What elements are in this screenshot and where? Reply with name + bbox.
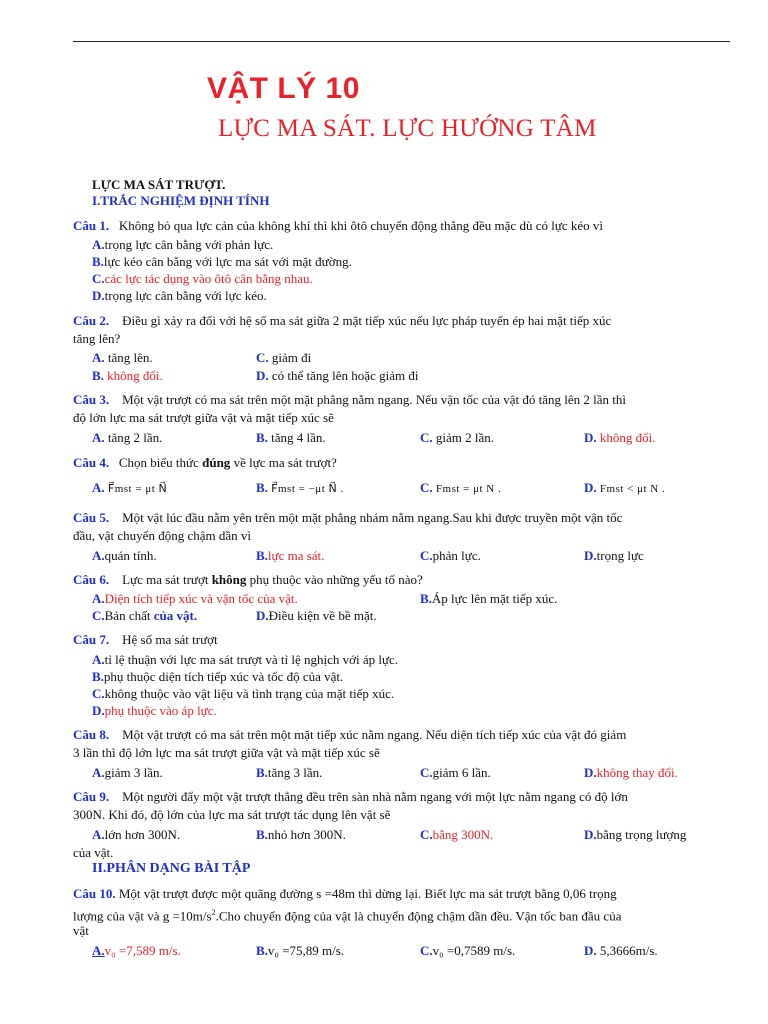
q8-option-b: B.tăng 3 lần. — [256, 765, 323, 780]
section-heading: LỰC MA SÁT TRƯỢT. — [92, 177, 226, 192]
q6-option-d: D.Điều kiện về bề mặt. — [256, 608, 377, 623]
q9-option-b: B.nhỏ hơn 300N. — [256, 827, 346, 842]
question-9-cont: 300N. Khi đó, độ lớn của lực ma sát trượt tác dụng lên vật sẽ — [73, 807, 391, 822]
subject-title: VẬT LÝ 10 — [207, 72, 360, 105]
q9-option-d: D.bằng trọng lượng — [584, 827, 687, 842]
q4-option-d: D. Fmst < μt N . — [584, 480, 666, 495]
q10-option-d: D. 5,3666m/s. — [584, 943, 658, 958]
question-2-cont: tăng lên? — [73, 331, 121, 346]
q3-option-c: C. giảm 2 lần. — [420, 430, 495, 445]
q9-option-a: A.lớn hơn 300N. — [92, 827, 181, 842]
question-5-cont: đầu, vật chuyển động chậm dần vì — [73, 528, 251, 543]
q4-option-b: B. F⃗mst = −μt N⃗ . — [256, 480, 344, 495]
topic-title: LỰC MA SÁT. LỰC HƯỚNG TÂM — [218, 115, 597, 142]
q1-option-a: A.trọng lực cân bằng với phản lực. — [92, 237, 274, 252]
q3-option-b: B. tăng 4 lần. — [256, 430, 326, 445]
question-8: Câu 8. Một vật trượt có ma sát trên một mặt tiếp xúc nằm ngang. Nếu diện tích tiếp xúc của vật đó giảm — [73, 727, 627, 742]
q1-option-b: B.lực kéo cân bằng với lực ma sát với mặt đường. — [92, 254, 352, 269]
question-9: Câu 9. Một người đẩy một vật trượt thẳng đều trên sàn nhà nằm ngang với một lực nằm ngang có độ lớn — [73, 789, 628, 804]
question-text: Không bỏ qua lực cản của không khí thì khi ôtô chuyển động thẳng đều mặc dù có lực kéo vì — [118, 218, 604, 233]
q2-option-d: D. có thể tăng lên hoặc giảm đi — [256, 368, 419, 383]
q10-option-a: A.v₀ =7,589 m/s. — [92, 943, 181, 958]
q9-option-d-cont: của vật. — [73, 845, 114, 860]
q2-option-b: B. không đổi. — [92, 368, 163, 383]
question-2: Câu 2. Điều gì xảy ra đối với hệ số ma sát giữa 2 mặt tiếp xúc nếu lực pháp tuyến ép hai mặt tiếp xúc — [73, 313, 612, 328]
question-10: Câu 10. Một vật trượt được một quãng đường s =48m thì dừng lại. Biết lực ma sát trượt bằng 0,06 trọng — [73, 886, 617, 901]
section-1-heading: I.TRẮC NGHIỆM ĐỊNH TÍNH — [92, 193, 270, 208]
q3-option-d: D. không đổi. — [584, 430, 656, 445]
question-number: Câu 1. — [73, 218, 110, 233]
header-rule — [73, 41, 730, 42]
q6-option-c: C.Bản chất của vật. — [92, 608, 198, 623]
question-10-cont: lượng của vật và $g =10m/s^2.Cho$ chuyển động của vật là chuyển động chậm dần đều. Vận tốc ban đầu của — [73, 908, 622, 924]
question-7: Câu 7. Hệ số ma sát trượt — [73, 632, 218, 647]
question-1 — [73, 218, 603, 234]
q8-option-d: D.không thay đổi. — [584, 765, 678, 780]
q5-option-c: C.phản lực. — [420, 548, 481, 563]
q9-option-c: C.bằng 300N. — [420, 827, 494, 842]
question-4: Câu 4. Chọn biểu thức đúng về lực ma sát trượt? — [73, 455, 337, 470]
section-2-heading: II.PHÂN DẠNG BÀI TẬP — [92, 861, 251, 876]
q5-option-a: A.quán tính. — [92, 548, 157, 563]
q6-option-a: A.Diện tích tiếp xúc và vận tốc của vật. — [92, 591, 298, 606]
q7-option-a: A.tỉ lệ thuận với lực ma sát trượt và tỉ lệ nghịch với áp lực. — [92, 652, 399, 667]
q8-option-c: C.giảm 6 lần. — [420, 765, 491, 780]
q7-option-c: C.không thuộc vào vật liệu và tình trạng của mặt tiếp xúc. — [92, 686, 395, 701]
q7-option-d: D.phụ thuộc vào áp lực. — [92, 703, 217, 718]
q7-option-b: B.phụ thuộc diện tích tiếp xúc và tốc độ của vật. — [92, 669, 344, 684]
q4-option-c: C. Fmst = μt N . — [420, 480, 502, 495]
q4-option-a: A. F⃗mst = μt N⃗ — [92, 480, 168, 495]
q2-option-a: A. tăng lên. — [92, 350, 153, 365]
question-3: Câu 3. Một vật trượt có ma sát trên một mặt phẳng nằm ngang. Nếu vận tốc của vật đó tăng lên 2 lần thì — [73, 392, 626, 407]
question-10-cont2: vật — [73, 923, 89, 938]
question-5: Câu 5. Một vật lúc đầu nằm yên trên một mặt phẳng nhám nằm ngang.Sau khi được truyền một vận tốc — [73, 510, 623, 525]
q8-option-a: A.giảm 3 lần. — [92, 765, 163, 780]
q10-option-c: C.v₀ =0,7589 m/s. — [420, 943, 516, 958]
question-6: Câu 6. Lực ma sát trượt không phụ thuộc vào những yếu tố nào? — [73, 572, 423, 587]
q10-option-b: B.v₀ =75,89 m/s. — [256, 943, 345, 958]
q1-option-d: D.trọng lực cân bằng với lực kéo. — [92, 288, 267, 303]
q2-option-c: C. giảm đi — [256, 350, 312, 365]
q5-option-d: D.trọng lực — [584, 548, 644, 563]
q1-option-c: C.các lực tác dụng vào ôtô cân bằng nhau. — [92, 271, 313, 286]
q6-option-b: B.Áp lực lên mặt tiếp xúc. — [420, 591, 558, 606]
question-3-cont: độ lớn lực ma sát trượt giữa vật và mặt tiếp xúc sẽ — [73, 410, 334, 425]
question-8-cont: 3 lần thì độ lớn lực ma sát trượt giữa vật và mặt tiếp xúc sẽ — [73, 745, 380, 760]
q5-option-b: B.lực ma sát. — [256, 548, 325, 563]
q3-option-a: A. tăng 2 lần. — [92, 430, 163, 445]
